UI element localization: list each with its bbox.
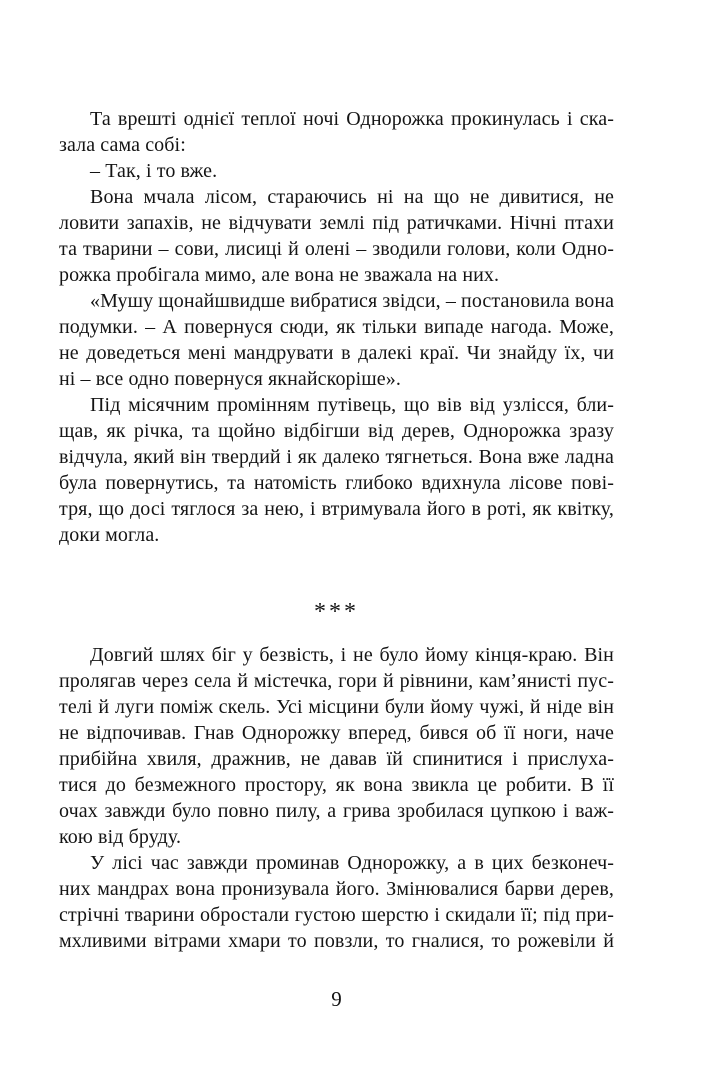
text-line: Довгий шлях біг у безвість, і не було йому кінця-краю. Він — [90, 644, 614, 666]
text-line: «Мушу щонайшвидше вибратися звідси, – постановила вона — [90, 290, 615, 312]
text-line: подумки. – А повернуся сюди, як тільки випаде нагода. Може, — [59, 316, 614, 338]
text-block — [59, 106, 614, 1012]
text-line: рожка пробігала мимо, але вона не зважала на них. — [59, 264, 500, 286]
text-section-before-break — [59, 106, 614, 548]
text-line: тися до безмежного простору, як вона звикла це робити. В її — [59, 774, 614, 796]
text-line: очах завжди було повно пилу, а грива зробилася цупкою і важ- — [59, 800, 614, 822]
text-line: тря, що досі тяглося за нею, і втримувала його в роті, як квітку, — [59, 498, 614, 520]
text-line: не відпочивав. Гнав Однорожку вперед, бився об її ноги, наче — [59, 722, 614, 744]
text-line: щав, як річка, та щойно відбігши від дерев, Однорожка зразу — [59, 420, 614, 442]
text-line: ні – все одно повернуся якнайскоріше». — [59, 368, 401, 390]
text-line: та тварини – сови, лисиці й олені – зводили голови, коли Одно- — [59, 238, 614, 260]
text-section-after-break — [59, 642, 614, 954]
text-line: Вона мчала лісом, стараючись ні на що не дивитися, не — [90, 186, 614, 208]
text-line: пролягав через села й містечка, гори й рівнини, кам’янисті пус- — [59, 670, 614, 692]
text-line: Під місячним промінням путівець, що вів від узлісся, бли- — [90, 394, 614, 416]
text-line: них мандрах вона пронизувала його. Змінювалися барви дерев, — [59, 878, 614, 900]
section-separator: *** — [314, 599, 359, 625]
text-line: телі й луги поміж скель. Усі місцини були йому чужі, й ніде він — [59, 696, 614, 718]
text-line: У лісі час завжди проминав Однорожку, а в цих безконеч- — [90, 852, 614, 874]
text-line: стрічні тварини обростали густою шерстю і скидали її; під при- — [59, 904, 614, 926]
text-line: зала сама собі: — [59, 134, 186, 156]
text-line: була повернутись, та натомість глибоко вдихнула лісове пові- — [59, 472, 614, 494]
text-line: відчула, який він твердий і як далеко тягнеться. Вона вже ладна — [59, 446, 614, 468]
text-line: Та врешті однієї теплої ночі Однорожка прокинулась і ска- — [90, 108, 614, 130]
text-line: доки могла. — [59, 524, 160, 546]
text-line: не доведеться мені мандрувати в далекі краї. Чи знайду їх, чи — [59, 342, 614, 364]
text-line: – Так, і то вже. — [90, 160, 218, 182]
text-line: прибійна хвиля, дражнив, не давав їй спинитися і прислуха- — [59, 748, 614, 770]
page-number: 9 — [331, 987, 342, 1011]
text-line: мхливими вітрами хмари то повзли, то гналися, то рожевіли й — [59, 930, 614, 952]
text-line: кою від бруду. — [59, 826, 182, 848]
text-line: ловити запахів, не відчувати землі під ратичками. Нічні птахи — [59, 212, 614, 234]
